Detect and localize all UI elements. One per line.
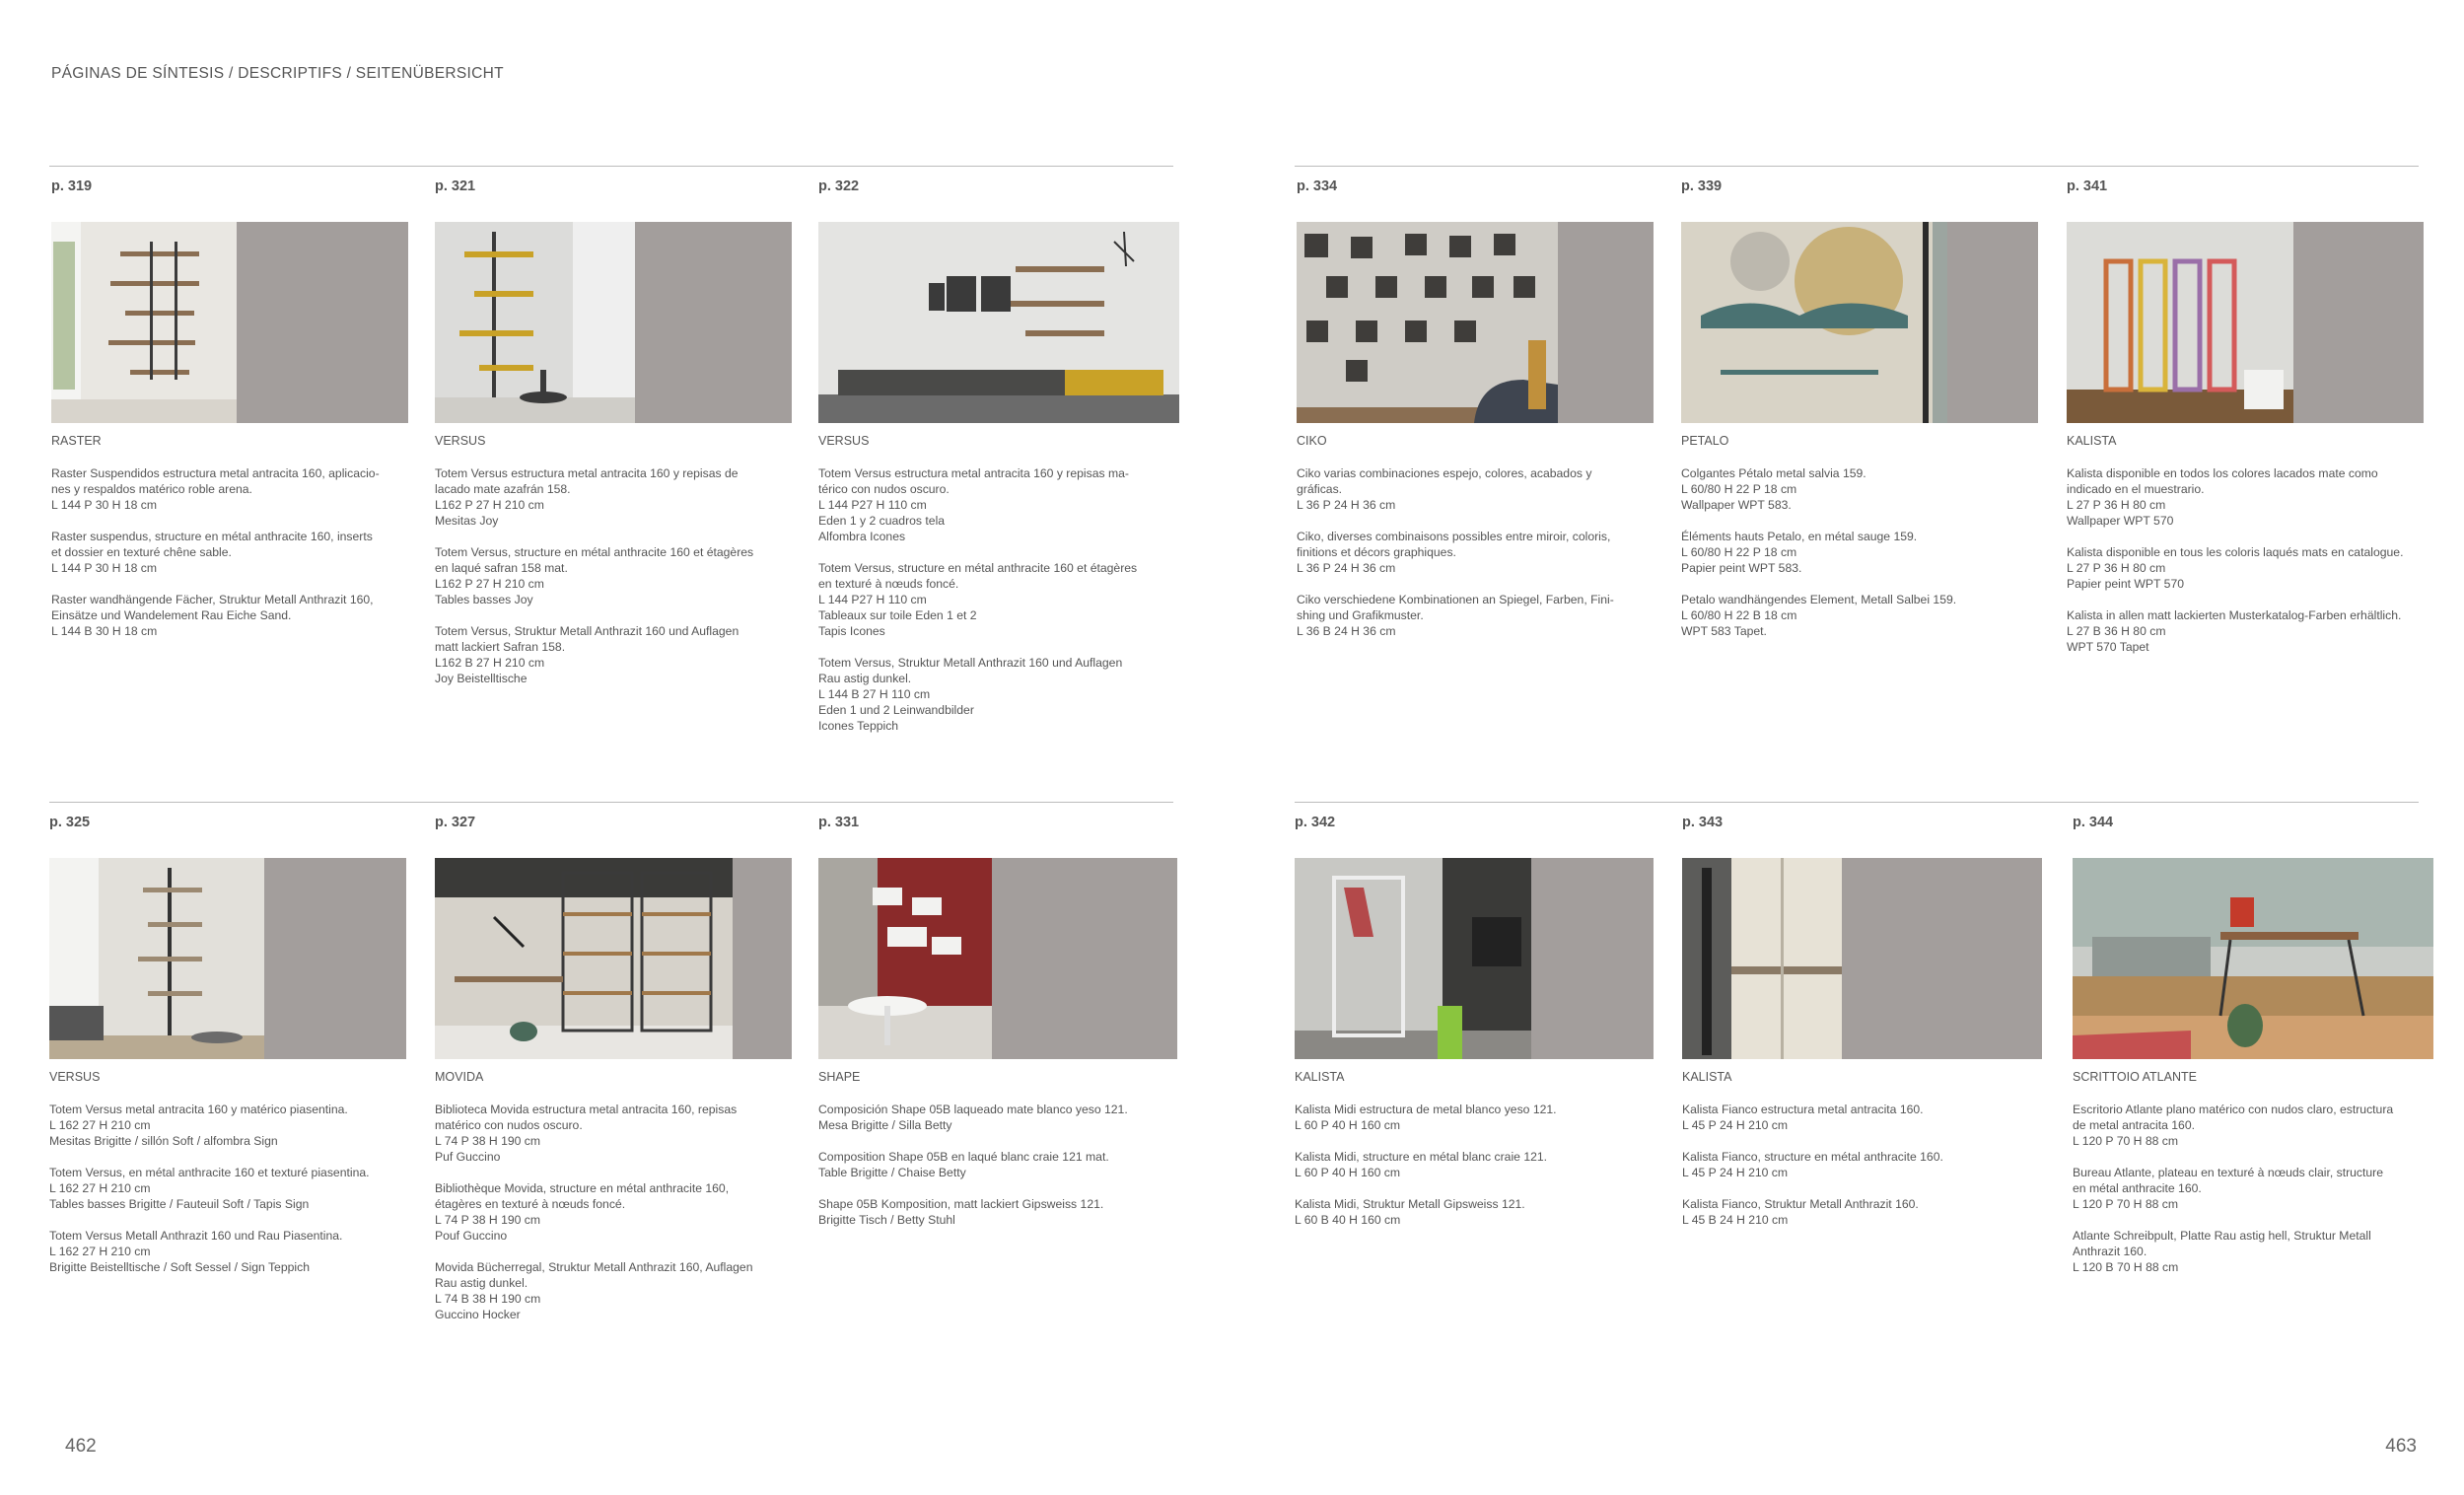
description-de: Kalista Fianco, Struktur Metall Anthrazit 160. L 45 B 24 H 210 cm bbox=[1682, 1197, 1919, 1227]
page-reference: p. 342 bbox=[1295, 815, 1336, 830]
product-photo bbox=[1295, 858, 1654, 1059]
petalo-shelves-image bbox=[1681, 222, 1947, 423]
description-es: Totem Versus estructura metal antracita 160 y repisas ma- térico con nudos oscuro. L 144 P27 H 110 cm Eden 1 y 2 cuadros tela Alfombra Icones bbox=[818, 466, 1129, 543]
description-fr: Raster suspendus, structure en métal anthracite 160, inserts et dossier en texturé chêne sable. L 144 P 30 H 18 cm bbox=[51, 530, 373, 575]
description-de: Ciko verschiedene Kombinationen an Spiegel, Farben, Fini- shing und Grafikmuster. L 36 B 24 H 36 cm bbox=[1297, 593, 1614, 638]
description-de: Totem Versus, Struktur Metall Anthrazit 160 und Auflagen matt lackiert Safran 158. L162 B 27 H 210 cm Joy Beistelltische bbox=[435, 624, 739, 685]
description-de: Totem Versus, Struktur Metall Anthrazit 160 und Auflagen Rau astig dunkel. L 144 B 27 H 110 cm Eden 1 und 2 Leinwandbilder Icones Teppich bbox=[818, 656, 1123, 733]
description-es: Composición Shape 05B laqueado mate blanco yeso 121. Mesa Brigitte / Silla Betty bbox=[818, 1103, 1128, 1132]
product-name: KALISTA bbox=[1682, 1070, 1732, 1084]
page-header: PÁGINAS DE SÍNTESIS / DESCRIPTIFS / SEITENÜBERSICHT bbox=[51, 65, 504, 82]
kalista-ladders-image bbox=[2067, 222, 2293, 423]
description-de: Raster wandhängende Fächer, Struktur Metall Anthrazit 160, Einsätze und Wandelement Rau Eiche Sand. L 144 B 30 H 18 cm bbox=[51, 593, 374, 638]
product-photo bbox=[435, 222, 792, 423]
page-reference: p. 322 bbox=[818, 178, 860, 194]
description-de: Petalo wandhängendes Element, Metall Salbei 159. L 60/80 H 22 B 18 cm WPT 583 Tapet. bbox=[1681, 593, 1957, 638]
page-reference: p. 327 bbox=[435, 815, 476, 830]
kalista-midi-image bbox=[1295, 858, 1531, 1059]
product-name: SHAPE bbox=[818, 1070, 861, 1084]
movida-bookcase-image bbox=[435, 858, 733, 1059]
product-description bbox=[818, 1102, 1175, 1244]
product-name: KALISTA bbox=[2067, 434, 2117, 448]
page-reference: p. 344 bbox=[2073, 815, 2114, 830]
page-number-left: 462 bbox=[65, 1436, 97, 1457]
description-fr: Totem Versus, en métal anthracite 160 et texturé piasentina. L 162 27 H 210 cm Tables basses Brigitte / Fauteuil Soft / Tapis Sign bbox=[49, 1166, 370, 1211]
page-reference: p. 331 bbox=[818, 815, 860, 830]
description-de: Kalista Midi, Struktur Metall Gipsweiss 121. L 60 B 40 H 160 cm bbox=[1295, 1197, 1525, 1227]
description-fr: Ciko, diverses combinaisons possibles entre miroir, coloris, finitions et décors graphiques. L 36 P 24 H 36 cm bbox=[1297, 530, 1611, 575]
page-reference: p. 321 bbox=[435, 178, 476, 194]
product-photo bbox=[51, 222, 408, 423]
description-es: Totem Versus metal antracita 160 y matérico piasentina. L 162 27 H 210 cm Mesitas Brigitte / sillón Soft / alfombra Sign bbox=[49, 1103, 348, 1148]
page-reference: p. 341 bbox=[2067, 178, 2108, 194]
product-name: VERSUS bbox=[435, 434, 486, 448]
product-description bbox=[51, 465, 408, 655]
product-description bbox=[818, 465, 1179, 749]
description-es: Kalista disponible en todos los colores lacados mate como indicado en el muestrario. L 27 P 36 H 80 cm Wallpaper WPT 570 bbox=[2067, 466, 2378, 528]
product-name: PETALO bbox=[1681, 434, 1729, 448]
row-1-right-band bbox=[1295, 166, 2419, 798]
product-name: RASTER bbox=[51, 434, 102, 448]
description-fr: Éléments hauts Petalo, en métal sauge 159. L 60/80 H 22 P 18 cm Papier peint WPT 583. bbox=[1681, 530, 1918, 575]
description-es: Kalista Fianco estructura metal antracita 160. L 45 P 24 H 210 cm bbox=[1682, 1103, 1924, 1132]
description-es: Totem Versus estructura metal antracita 160 y repisas de lacado mate azafrán 158. L162 P 27 H 210 cm Mesitas Joy bbox=[435, 466, 739, 528]
description-de: Kalista in allen matt lackierten Musterkatalog-Farben erhältlich. L 27 B 36 H 80 cm WPT 570 Tapet bbox=[2067, 608, 2402, 654]
description-fr: Kalista disponible en tous les coloris laqués mats en catalogue. L 27 P 36 H 80 cm Papier peint WPT 570 bbox=[2067, 545, 2404, 591]
description-fr: Totem Versus, structure en métal anthracite 160 et étagères en texturé à nœuds foncé. L 144 P27 H 110 cm Tableaux sur toile Eden 1 et 2 Tapis Icones bbox=[818, 561, 1138, 638]
description-es: Kalista Midi estructura de metal blanco yeso 121. L 60 P 40 H 160 cm bbox=[1295, 1103, 1557, 1132]
product-description bbox=[2067, 465, 2441, 671]
description-fr: Composition Shape 05B en laqué blanc craie 121 mat. Table Brigitte / Chaise Betty bbox=[818, 1150, 1109, 1179]
versus-totem-image bbox=[435, 222, 635, 423]
product-photo bbox=[2073, 858, 2433, 1059]
description-es: Biblioteca Movida estructura metal antracita 160, repisas matérico con nudos oscuro. L 74 P 38 H 190 cm Puf Guccino bbox=[435, 1103, 738, 1164]
product-photo bbox=[818, 222, 1179, 423]
versus-living-image bbox=[49, 858, 264, 1059]
page-number-right: 463 bbox=[2385, 1436, 2417, 1457]
page-reference: p. 343 bbox=[1682, 815, 1724, 830]
product-description bbox=[1681, 465, 2038, 655]
description-fr: Bibliothèque Movida, structure en métal anthracite 160, étagères en texturé à nœuds foncé. L 74 P 38 H 190 cm Pouf Guccino bbox=[435, 1181, 730, 1243]
description-es: Escritorio Atlante plano matérico con nudos claro, estructura de metal antracita 160. L 120 P 70 H 88 cm bbox=[2073, 1103, 2394, 1148]
product-photo bbox=[2067, 222, 2424, 423]
product-description bbox=[49, 1102, 406, 1291]
page-reference: p. 325 bbox=[49, 815, 91, 830]
product-description bbox=[435, 1102, 792, 1338]
scrittoio-atlante-image bbox=[2073, 858, 2433, 1059]
product-name: MOVIDA bbox=[435, 1070, 484, 1084]
product-name: VERSUS bbox=[49, 1070, 101, 1084]
description-fr: Kalista Fianco, structure en métal anthracite 160. L 45 P 24 H 210 cm bbox=[1682, 1150, 1943, 1179]
description-fr: Kalista Midi, structure en métal blanc craie 121. L 60 P 40 H 160 cm bbox=[1295, 1150, 1548, 1179]
page-reference: p. 319 bbox=[51, 178, 93, 194]
description-es: Colgantes Pétalo metal salvia 159. L 60/80 H 22 P 18 cm Wallpaper WPT 583. bbox=[1681, 466, 1866, 512]
versus-wall-unit-image bbox=[818, 222, 1179, 423]
product-description bbox=[1295, 1102, 1652, 1244]
description-es: Ciko varias combinaciones espejo, colores, acabados y gráficas. L 36 P 24 H 36 cm bbox=[1297, 466, 1592, 512]
ciko-wall-image bbox=[1297, 222, 1558, 423]
shape-composition-image bbox=[818, 858, 992, 1059]
row-1-left-band bbox=[49, 166, 1173, 798]
row-2-left-band bbox=[49, 802, 1173, 1434]
product-description bbox=[435, 465, 792, 702]
product-name: SCRITTOIO ATLANTE bbox=[2073, 1070, 2197, 1084]
description-de: Totem Versus Metall Anthrazit 160 und Rau Piasentina. L 162 27 H 210 cm Brigitte Beistelltische / Soft Sessel / Sign Teppich bbox=[49, 1229, 343, 1274]
description-fr: Totem Versus, structure en métal anthracite 160 et étagères en laqué safran 158 mat. L162 P 27 H 210 cm Tables basses Joy bbox=[435, 545, 754, 606]
product-description bbox=[1297, 465, 1654, 655]
product-photo bbox=[818, 858, 1177, 1059]
raster-shelf-image bbox=[51, 222, 237, 423]
product-photo bbox=[1297, 222, 1654, 423]
product-photo bbox=[49, 858, 406, 1059]
page-reference: p. 334 bbox=[1297, 178, 1338, 194]
description-es: Raster Suspendidos estructura metal antracita 160, aplicacio- nes y respaldos matérico roble arena. L 144 P 30 H 18 cm bbox=[51, 466, 380, 512]
page-reference: p. 339 bbox=[1681, 178, 1723, 194]
kalista-fianco-image bbox=[1682, 858, 1842, 1059]
product-photo bbox=[435, 858, 792, 1059]
description-de: Atlante Schreibpult, Platte Rau astig hell, Struktur Metall Anthrazit 160. L 120 B 70 H 88 cm bbox=[2073, 1229, 2371, 1274]
product-name: VERSUS bbox=[818, 434, 870, 448]
row-2-right-band bbox=[1295, 802, 2419, 1434]
product-description bbox=[1682, 1102, 2039, 1244]
product-photo bbox=[1681, 222, 2038, 423]
product-photo bbox=[1682, 858, 2042, 1059]
description-fr: Bureau Atlante, plateau en texturé à nœuds clair, structure en métal anthracite 160. L 120 P 70 H 88 cm bbox=[2073, 1166, 2384, 1211]
product-description bbox=[2073, 1102, 2433, 1291]
product-name: KALISTA bbox=[1295, 1070, 1345, 1084]
product-name: CIKO bbox=[1297, 434, 1327, 448]
description-de: Movida Bücherregal, Struktur Metall Anthrazit 160, Auflagen Rau astig dunkel. L 74 B 38 H 190 cm Guccino Hocker bbox=[435, 1260, 753, 1321]
description-de: Shape 05B Komposition, matt lackiert Gipsweiss 121. Brigitte Tisch / Betty Stuhl bbox=[818, 1197, 1104, 1227]
